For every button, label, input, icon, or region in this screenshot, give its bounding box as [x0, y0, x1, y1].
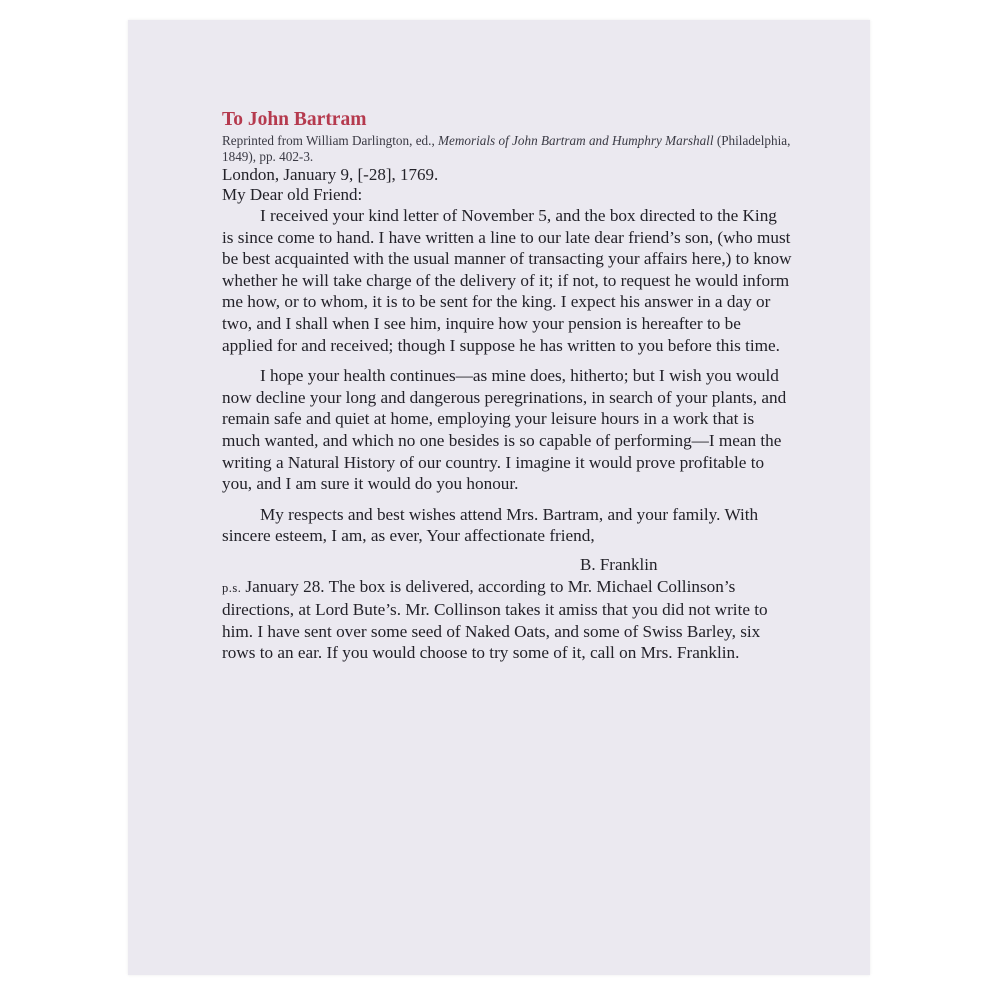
dateline: London, January 9, [-28], 1769.: [222, 165, 439, 184]
source-suffix: (Philadelphia, 1849), pp. 402-3.: [222, 133, 791, 164]
signature: B. Franklin: [580, 554, 658, 574]
source-citation: [222, 133, 792, 165]
salutation: My Dear old Friend:: [222, 185, 363, 204]
letter-page: [128, 20, 870, 975]
body-paragraph-2: I hope your health continues—as mine does, hitherto; but I wish you would now decline your long and dangerous peregrinations, in search of your plants, and remain safe and quiet at home, employing your leisure hours in a work that is much wanted, and which no one besides is so capable of performing—I mean the writing a Natural History of our country. I imagine it would prove profitable to you, and I am sure it would do you honour.: [222, 366, 787, 494]
body-paragraph-3: My respects and best wishes attend Mrs. Bartram, and your family. With sincere esteem, I am, as ever, Your affectionate friend,: [222, 504, 759, 546]
letter-title: To John Bartram: [222, 109, 367, 130]
letter-content: [222, 108, 792, 664]
postscript-text: January 28. The box is delivered, according to Mr. Michael Collinson’s directions, at Lord Bute’s. Mr. Collinson takes it amiss that you did not write to him. I have sent over some seed of Naked Oats, and some of Swiss Barley, six rows to an ear. If you would choose to try some of it, call on Mrs. Franklin.: [222, 576, 768, 663]
postscript: [222, 576, 792, 664]
source-book-title: Memorials of John Bartram and Humphry Marshall: [438, 133, 714, 148]
body-paragraph-1: I received your kind letter of November 5, and the box directed to the King is since come to hand. I have written a line to our late dear friend’s son, (who must be best acquainted with the usual manner of transacting your affairs here,) to know whether he will take charge of the delivery of it; if not, to request he would inform me how, or to whom, it is to be sent for the king. I expect his answer in a day or two, and I shall when I see him, inquire how your pension is hereafter to be applied for and received; though I suppose he has written to you before this time.: [222, 206, 792, 355]
postscript-label: p.s.: [222, 580, 242, 595]
source-prefix: Reprinted from William Darlington, ed.,: [222, 133, 439, 148]
